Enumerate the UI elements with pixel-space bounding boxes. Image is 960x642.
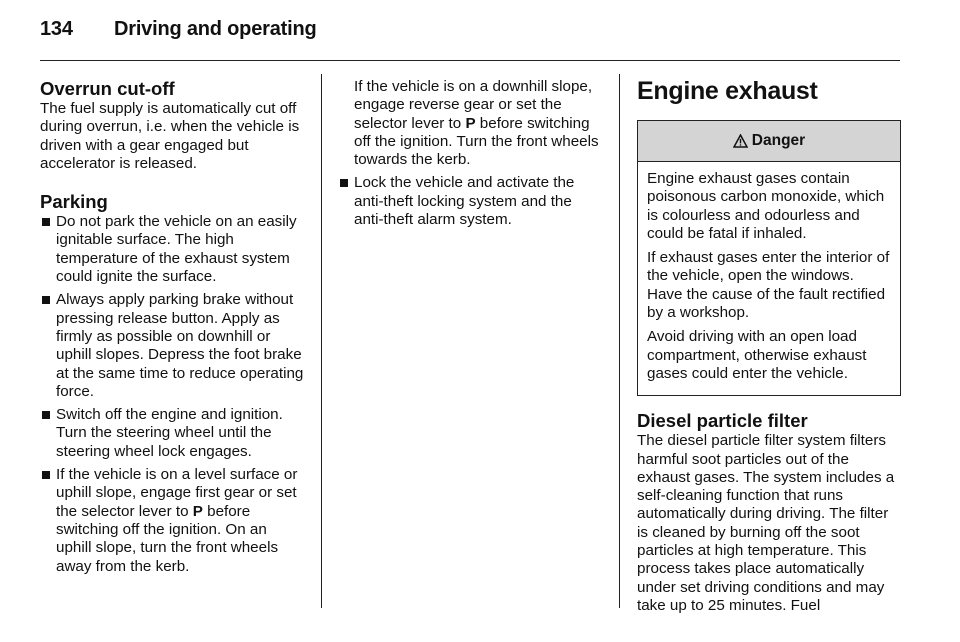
list-item: Lock the vehicle and activate the anti-theft locking system and the anti-theft alarm system.	[338, 174, 604, 229]
bullet-icon	[42, 471, 50, 479]
bullet-icon	[42, 296, 50, 304]
header-rule	[40, 60, 900, 61]
column-divider-2	[619, 74, 620, 608]
diesel-filter-text: The diesel particle filter system filters harmful soot particles out of the exhaust gases. The system includes a self-cleaning function that runs automatically during driving. The filter is cleaned by burning off the soot particles at high temperature. This process takes place automatically under set driving conditions and may take up to 25 minutes. Fuel	[637, 432, 895, 614]
danger-paragraph: If exhaust gases enter the interior of the vehicle, open the windows. Have the cause of the fault rectified by a workshop.	[647, 249, 890, 322]
column-1	[40, 78, 306, 581]
danger-paragraph: Avoid driving with an open load compartment, otherwise exhaust gases could enter the vehicle.	[647, 328, 867, 382]
danger-header	[638, 121, 900, 162]
overrun-heading: Overrun cut-off	[40, 78, 175, 99]
bullet-icon	[42, 411, 50, 419]
selector-p-key: P	[192, 502, 203, 520]
bullet-icon	[42, 218, 50, 226]
selector-p-key: P	[465, 114, 476, 132]
danger-box	[637, 120, 901, 396]
list-item: Always apply parking brake without pressing release button. Apply as firmly as possible on downhill or uphill slopes. Depress the foot brake at the same time to reduce operating force.	[40, 291, 306, 401]
warning-triangle-icon	[733, 134, 748, 148]
list-item: If the vehicle is on a level surface or uphill slope, engage first gear or set the selector lever to P before switching off the ignition. On an uphill slope, turn the front wheels away from the kerb.	[40, 466, 306, 576]
list-item: Do not park the vehicle on an easily ignitable surface. The high temperature of the exhaust system could ignite the surface.	[40, 213, 306, 286]
column-divider-1	[321, 74, 322, 608]
lock-list	[338, 174, 604, 229]
danger-paragraph: Engine exhaust gases contain poisonous carbon monoxide, which is colourless and odourless and could be fatal if inhaled.	[647, 170, 885, 242]
parking-heading: Parking	[40, 191, 108, 213]
page-number: 134	[40, 18, 73, 40]
bullet-icon	[340, 179, 348, 187]
page-header	[40, 18, 316, 41]
danger-body	[638, 162, 900, 395]
engine-exhaust-heading: Engine exhaust	[637, 77, 818, 105]
column-2	[338, 78, 604, 234]
chapter-title: Driving and operating	[114, 18, 317, 40]
diesel-filter-heading: Diesel particle filter	[637, 410, 808, 432]
danger-label: Danger	[751, 131, 806, 149]
overrun-text: The fuel supply is automatically cut off during overrun, i.e. when the vehicle is driven with a gear engaged but accelerator is released.	[40, 100, 300, 172]
downhill-text: If the vehicle is on a downhill slope, engage reverse gear or set the selector lever to P before switching off the ignition. Turn the front wheels towards the kerb.	[354, 78, 599, 169]
parking-list	[40, 213, 306, 576]
list-item: Switch off the engine and ignition. Turn the steering wheel until the steering wheel lock engages.	[40, 406, 306, 461]
column-3	[637, 76, 901, 615]
